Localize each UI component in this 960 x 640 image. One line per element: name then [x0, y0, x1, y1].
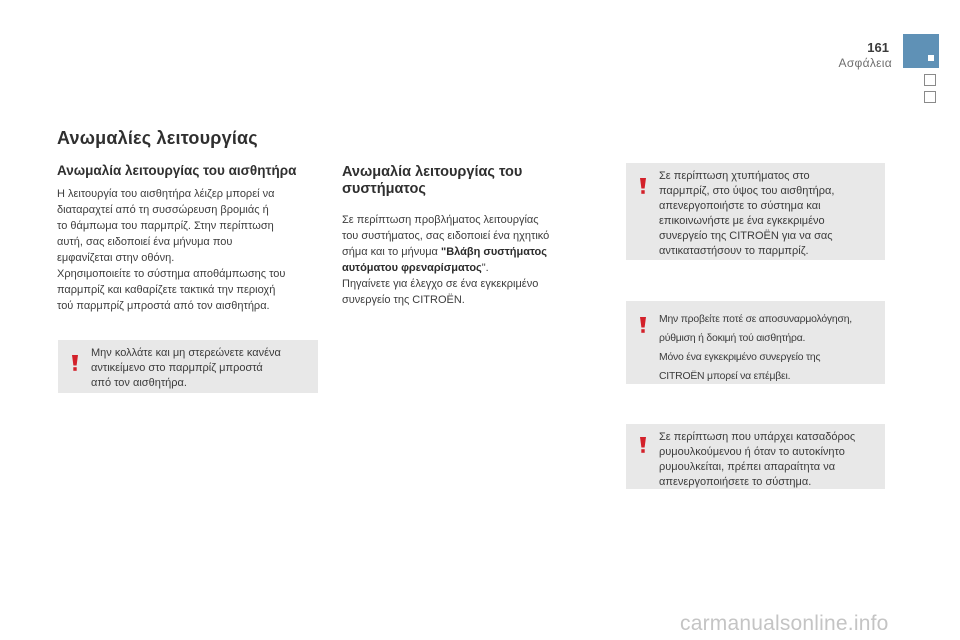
text-line: συνεργείο της CITROËN για να σας	[659, 230, 833, 242]
notice-windscreen-impact	[626, 163, 885, 260]
text-line: Πηγαίνετε για έλεγχο σε ένα εγκεκριμένο	[342, 278, 539, 290]
heading-line: Ανωμαλία λειτουργίας του	[342, 164, 523, 180]
text-line: ρυμουλκείται, πρέπει απαραίτητα να	[659, 461, 836, 473]
text-line: Σε περίπτωση που υπάρχει κατσαδόρος	[659, 431, 856, 443]
main-title: Ανωμαλίες λειτουργίας	[57, 128, 258, 148]
warning-exclamation-icon	[635, 316, 651, 334]
warning-exclamation-icon	[67, 354, 83, 372]
text-line	[342, 260, 602, 276]
text-line: απενεργοποιήστε το σύστημα και	[659, 200, 821, 212]
warning-exclamation-icon	[635, 436, 651, 454]
text-line: Μην κολλάτε και μη στερεώνετε κανένα	[91, 347, 281, 359]
notice-no-dismantle	[626, 301, 885, 384]
text-line: Μην προβείτε ποτέ σε αποσυναρμολόγηση,	[659, 314, 852, 325]
notice-towing	[626, 424, 885, 489]
text-line	[342, 244, 602, 260]
text-line: CITROËN μπορεί να επέμβει.	[659, 371, 791, 382]
text-line: Σε περίπτωση χτυπήματος στο	[659, 170, 810, 182]
nav-square-1[interactable]	[924, 74, 936, 86]
chapter-tab[interactable]	[903, 34, 939, 68]
nav-square-2[interactable]	[924, 91, 936, 103]
notice-text	[659, 430, 877, 490]
square-marker-icon	[928, 55, 934, 61]
text-line: ρύθμιση ή δοκιμή τού αισθητήρα.	[659, 333, 806, 344]
text-line: του συστήματος, σας ειδοποιεί ένα ηχητικό	[342, 230, 550, 242]
text-line: επικοινωνήστε με ένα εγκεκριμένο	[659, 215, 825, 227]
notice-text	[659, 310, 877, 386]
text-line: αυτή, σας ειδοποιεί ένα μήνυμα που	[57, 236, 233, 248]
heading-line: συστήματος	[342, 181, 426, 197]
text-line: διαταραχτεί από τη συσσώρευση βρομιάς ή	[57, 204, 269, 216]
text-line: Μόνο ένα εγκεκριμένο συνεργείο της	[659, 352, 821, 363]
text-line: ρυμουλκούμενου ή όταν το αυτοκίνητο	[659, 446, 845, 458]
fault-message: "Βλάβη συστήματος	[440, 246, 547, 258]
notice-no-objects	[58, 340, 318, 393]
notice-text	[659, 169, 877, 259]
text-fragment: ".	[481, 262, 489, 274]
notice-text	[91, 346, 310, 391]
text-line: τού παρμπρίζ μπροστά από τον αισθητήρα.	[57, 300, 270, 312]
text-line: Χρησιμοποιείτε το σύστημα αποθάμπωσης του	[57, 268, 286, 280]
system-body	[342, 212, 602, 308]
text-line: παρμπρίζ, στο ύψος του αισθητήρα,	[659, 185, 835, 197]
text-fragment: σήμα και το μήνυμα	[342, 246, 441, 258]
fault-message-cont: αυτόματου φρεναρίσματος	[342, 262, 482, 274]
sensor-body	[57, 186, 323, 314]
sensor-heading: Ανωμαλία λειτουργίας του αισθητήρα	[57, 163, 297, 178]
system-section	[342, 164, 602, 308]
text-line: εμφανίζεται στην οθόνη.	[57, 252, 175, 264]
text-line: απενεργοποιήσετε το σύστημα.	[659, 476, 812, 488]
text-line: παρμπρίζ και καθαρίζετε τακτικά την περιοχή	[57, 284, 276, 296]
text-line: το θάμπωμα του παρμπρίζ. Στην περίπτωση	[57, 220, 274, 232]
text-line: από τον αισθητήρα.	[91, 377, 187, 389]
text-line: Σε περίπτωση προβλήματος λειτουργίας	[342, 214, 539, 226]
text-line: συνεργείο της CITROËN.	[342, 294, 465, 306]
text-line: αντικαταστήσουν το παρμπρίζ.	[659, 245, 809, 257]
system-heading	[342, 164, 602, 198]
page-number: 161	[867, 40, 889, 55]
text-line: αντικείμενο στο παρμπρίζ μπροστά	[91, 362, 263, 374]
warning-exclamation-icon	[635, 177, 651, 195]
section-title: Ασφάλεια	[838, 56, 892, 70]
text-line: Η λειτουργία του αισθητήρα λέιζερ μπορεί να	[57, 188, 275, 200]
watermark: carmanualsonline.info	[680, 612, 889, 635]
sensor-section	[57, 163, 323, 314]
